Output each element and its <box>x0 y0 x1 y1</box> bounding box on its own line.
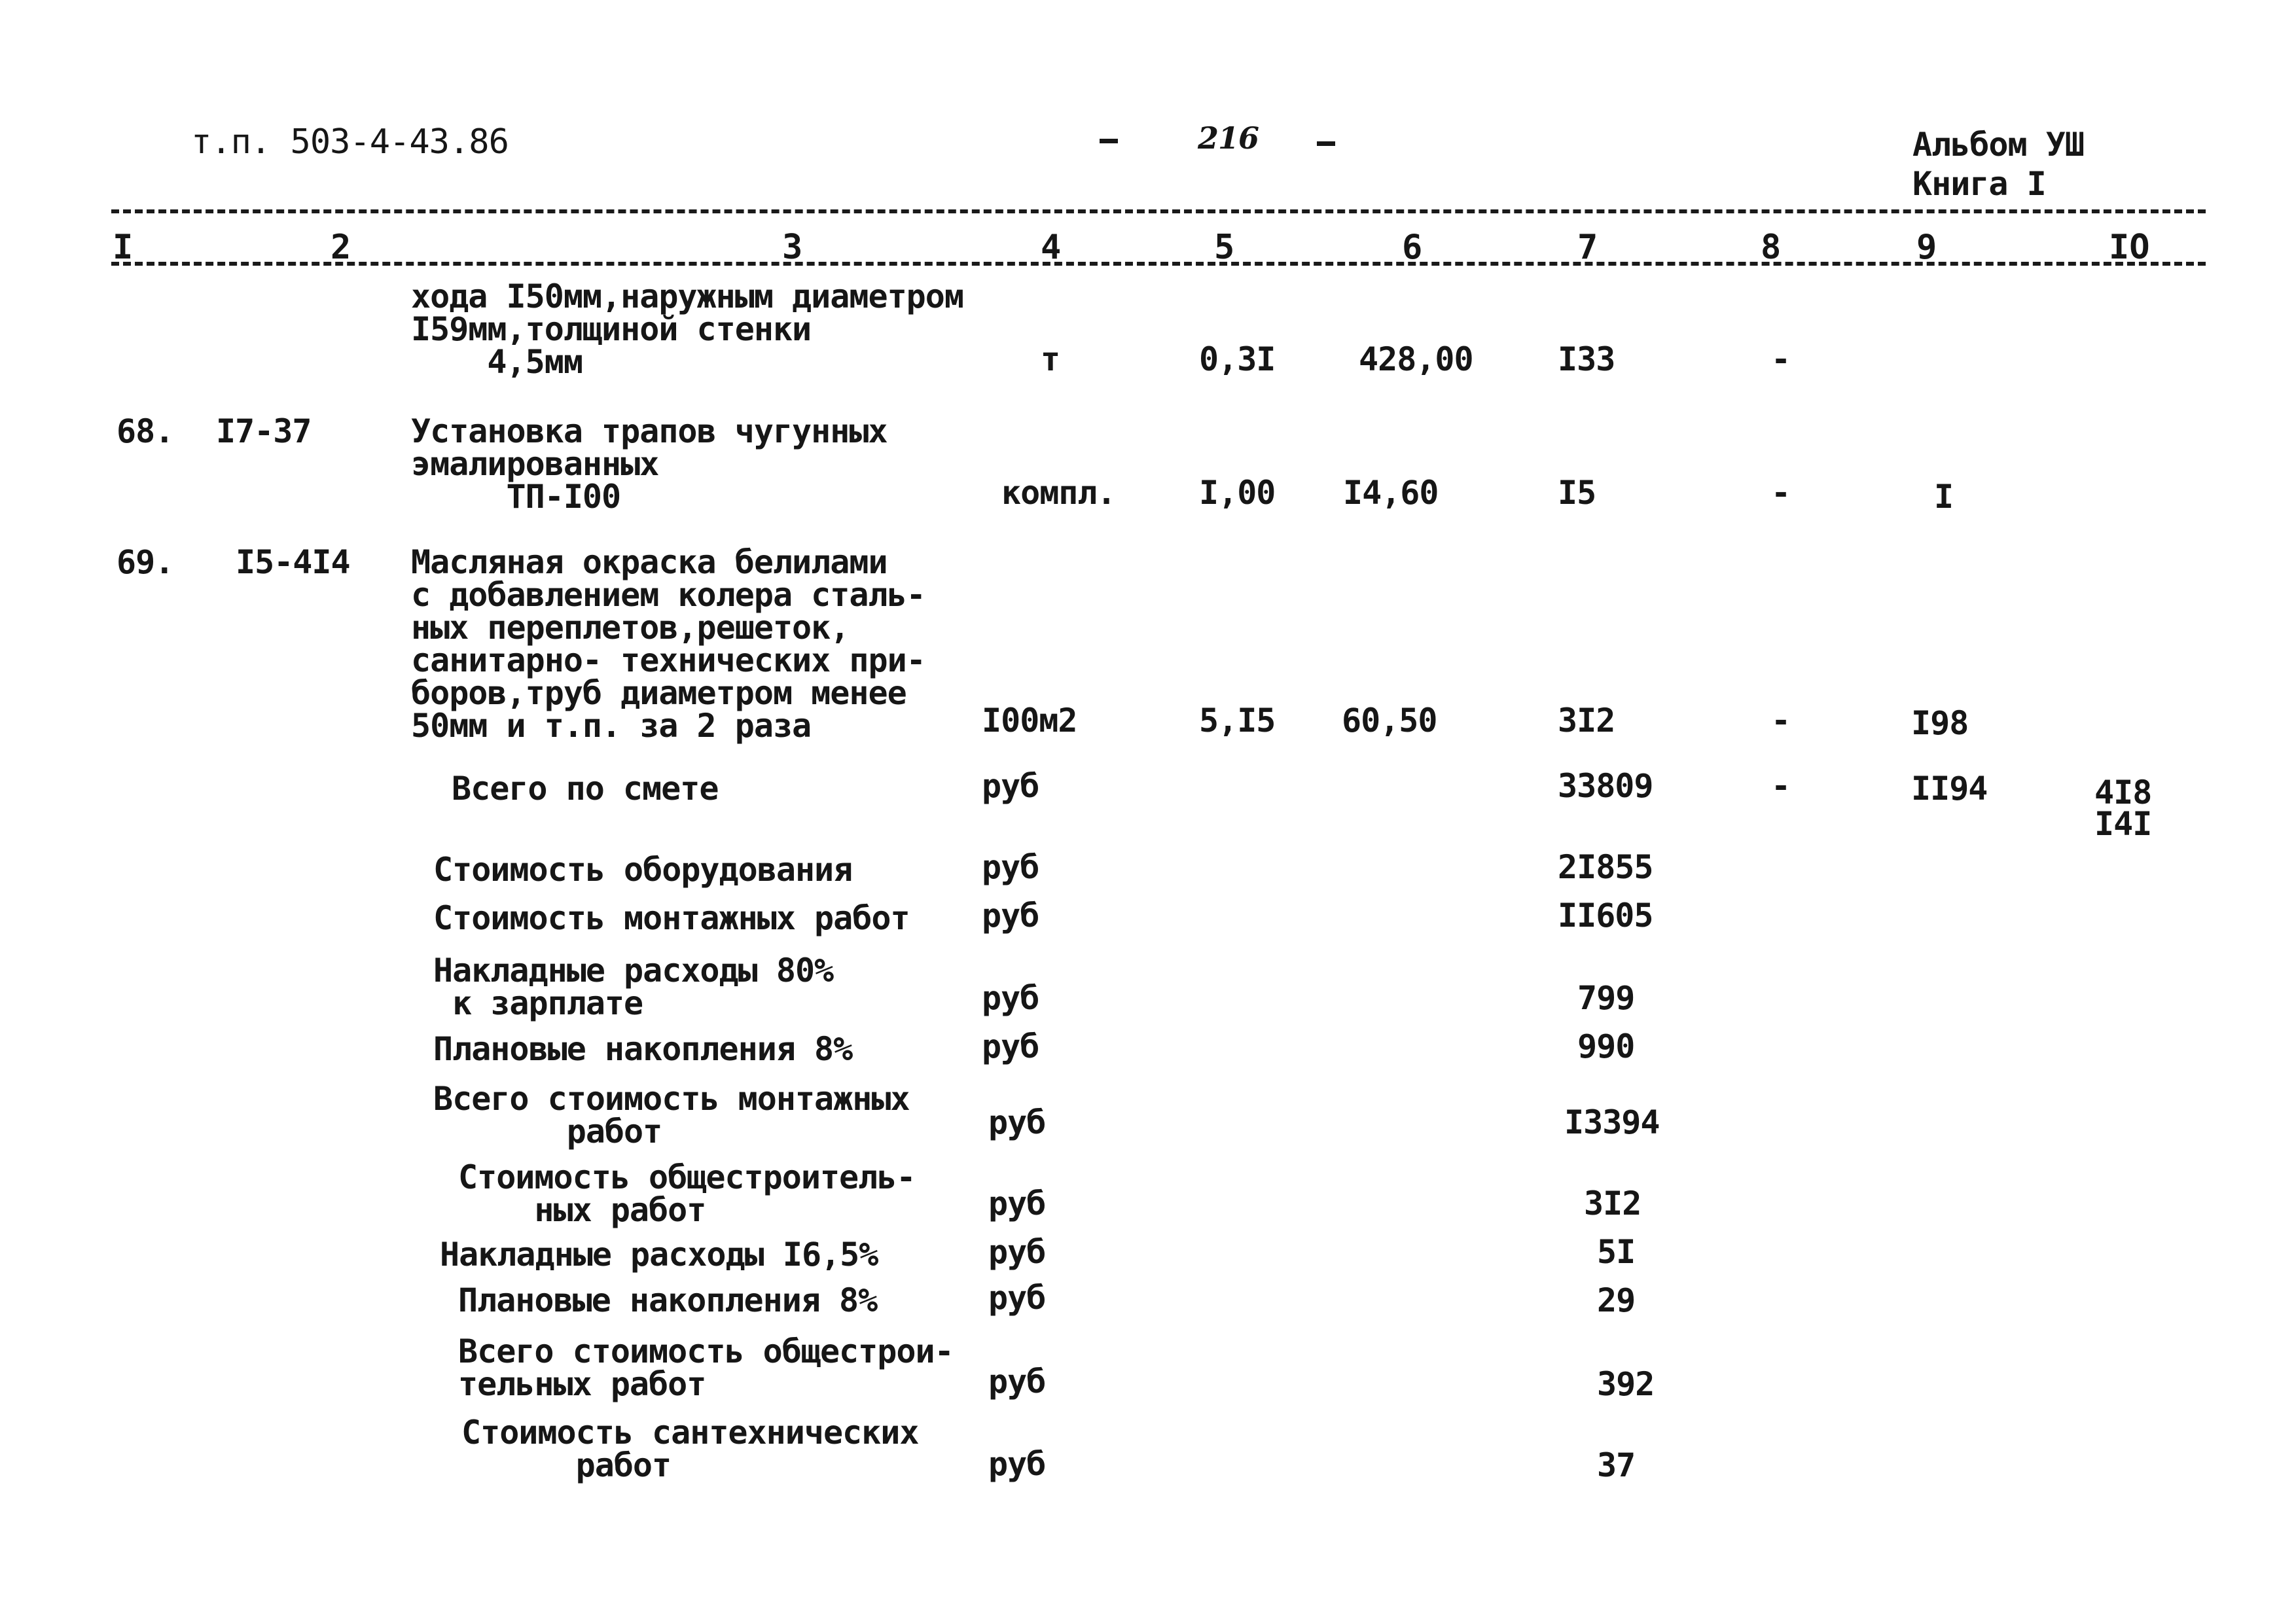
total-label: Стоимость оборудования <box>433 851 853 889</box>
column-number-8: 8 <box>1761 228 1782 267</box>
bottom-dashed-rule <box>111 262 2206 266</box>
column-number-4: 4 <box>1041 228 1062 267</box>
row-quantity: 5,I5 <box>1199 702 1276 740</box>
total-label: Стоимость монтажных работ <box>433 899 910 937</box>
total-label: Накладные расходы 80% к зарплате <box>433 952 834 1022</box>
row-total: 3I2 <box>1558 702 1615 740</box>
total-unit: руб <box>988 1363 1046 1400</box>
document-code: т.п. 503-4-43.86 <box>191 122 509 162</box>
row-col8: - <box>1771 474 1791 512</box>
row-number: 69. <box>117 543 174 581</box>
column-number-2: 2 <box>331 228 351 267</box>
total-label: Всего стоимость монтажных работ <box>433 1080 910 1150</box>
total-col9: II94 <box>1911 770 1988 808</box>
total-label: Всего стоимость общестрои- тельных работ <box>458 1332 954 1403</box>
row-description: хода I50мм,наружным диаметром I59мм,толщиной стенки 4,5мм <box>411 277 963 381</box>
column-number-7: 7 <box>1577 228 1598 267</box>
row-total: I5 <box>1558 474 1596 512</box>
total-value: 392 <box>1597 1365 1655 1403</box>
page-number: 216 <box>1198 120 1259 156</box>
row-col9: I <box>1934 478 1954 516</box>
column-number-1: I <box>113 228 134 267</box>
total-label: Стоимость сантехнических работ <box>461 1414 919 1484</box>
total-unit: руб <box>988 1445 1046 1483</box>
row-code: I7-37 <box>216 412 312 450</box>
row-col8: - <box>1771 340 1791 378</box>
row-unit: I00м2 <box>982 702 1077 740</box>
total-value: 990 <box>1577 1027 1635 1065</box>
total-label: Плановые накопления 8% <box>458 1281 878 1319</box>
total-value: 33809 <box>1558 767 1653 805</box>
total-value: 29 <box>1597 1281 1636 1319</box>
total-unit: руб <box>988 1233 1046 1271</box>
total-col10-a: 4I8 <box>2094 774 2152 812</box>
total-unit: руб <box>988 1103 1046 1141</box>
album-label: Альбом УШ <box>1912 126 2084 164</box>
total-col8: - <box>1771 767 1791 805</box>
row-unit: компл. <box>1001 474 1116 512</box>
row-description: Масляная окраска белилами с добавлением колера сталь- ных переплетов,решеток, санитарно- технических при- боров,труб диаметром менее 50мм и т.п. за 2 раза <box>411 543 925 745</box>
row-quantity: 0,3I <box>1199 340 1276 378</box>
total-unit: руб <box>982 897 1039 935</box>
total-value: 2I855 <box>1558 848 1653 886</box>
total-unit: руб <box>988 1185 1046 1222</box>
total-value: 37 <box>1597 1446 1636 1484</box>
book-label: Книга I <box>1912 165 2046 203</box>
total-label: Накладные расходы I6,5% <box>440 1236 878 1274</box>
row-description: Установка трапов чугунных эмалированных ТП-I00 <box>411 412 888 516</box>
total-label: Плановые накопления 8% <box>433 1030 853 1068</box>
column-number-5: 5 <box>1214 228 1235 267</box>
row-unit-price: 60,50 <box>1342 702 1437 740</box>
total-unit: руб <box>988 1279 1046 1317</box>
total-value: 5I <box>1597 1233 1636 1271</box>
row-unit: т <box>1041 340 1060 378</box>
total-value: 3I2 <box>1584 1185 1641 1222</box>
row-quantity: I,00 <box>1199 474 1276 512</box>
row-col8: - <box>1771 702 1791 740</box>
total-value: 799 <box>1577 979 1635 1017</box>
total-label: Всего по смете <box>452 770 719 808</box>
row-total: I33 <box>1558 340 1615 378</box>
total-col10-b: I4I <box>2094 805 2152 843</box>
column-number-6: 6 <box>1402 228 1423 267</box>
column-number-10: IO <box>2109 228 2150 267</box>
page-dash-right <box>1317 141 1335 146</box>
row-unit-price: 428,00 <box>1359 340 1473 378</box>
column-number-9: 9 <box>1916 228 1937 267</box>
total-unit: руб <box>982 1027 1039 1065</box>
total-unit: руб <box>982 979 1039 1017</box>
row-code: I5-4I4 <box>236 543 350 581</box>
total-value: II605 <box>1558 897 1653 935</box>
row-number: 68. <box>117 412 174 450</box>
total-unit: руб <box>982 848 1039 886</box>
row-unit-price: I4,60 <box>1343 474 1439 512</box>
column-number-3: 3 <box>782 228 803 267</box>
total-unit: руб <box>982 767 1039 805</box>
row-col9: I98 <box>1911 704 1969 742</box>
total-value: I3394 <box>1564 1103 1660 1141</box>
page-dash-left <box>1100 139 1118 143</box>
total-label: Стоимость общестроитель- ных работ <box>458 1158 916 1229</box>
top-dashed-rule <box>111 209 2206 213</box>
